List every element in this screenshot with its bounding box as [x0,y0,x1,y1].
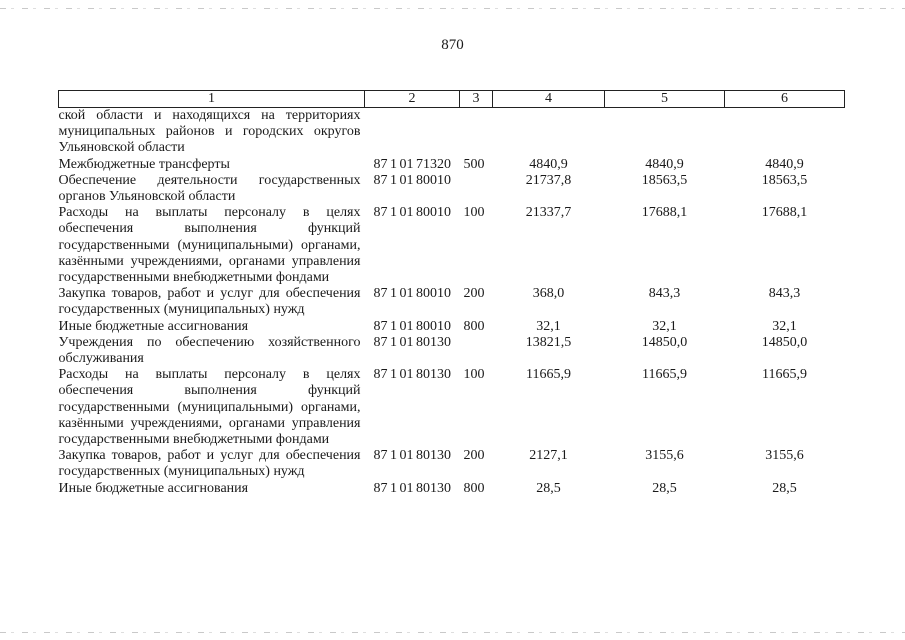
target-article-code: 87 1 01 80010 [373,205,451,221]
amount-col-5: 4840,9 [645,156,684,172]
amount-col-4: 2127,1 [529,448,568,464]
amount-col-4: 32,1 [536,318,561,334]
table-row [59,367,845,448]
expense-name: Межбюджетные трансферты [58,156,230,172]
amount-col-4 [493,108,605,157]
amount-col-4: 13821,5 [525,334,572,350]
expense-name: Учреждения по обеспечению хозяйственного обслуживания [58,334,361,367]
amount-col-6: 843,3 [768,286,801,302]
table-row [59,173,845,205]
amount-col-4: 11665,9 [526,367,571,383]
amount-col-6: 32,1 [772,318,797,334]
table-row [59,335,845,367]
target-article-code: 87 1 01 80010 [373,172,451,188]
amount-col-6 [725,108,845,157]
amount-col-4: 4840,9 [529,156,568,172]
amount-col-6: 14850,0 [761,334,808,350]
column-header-6: 6 [725,91,845,108]
target-article-code: 87 1 01 80010 [373,286,451,302]
amount-col-6: 3155,6 [765,448,804,464]
expense-type-code: 100 [463,205,485,221]
budget-table [58,90,845,497]
amount-col-6: 28,5 [772,480,797,496]
target-article-code [365,108,460,157]
expense-type-code: 500 [463,156,485,172]
amount-col-5: 28,5 [652,480,677,496]
amount-col-5: 18563,5 [641,172,688,188]
expense-type-code: 200 [463,448,485,464]
target-article-code: 87 1 01 80130 [373,367,451,383]
expense-type-code: 100 [463,367,485,383]
amount-col-5: 17688,1 [641,205,688,221]
table-row [59,448,845,480]
expense-name: Обеспечение деятельности государственных органов Ульяновской области [58,172,361,205]
column-header-5: 5 [605,91,725,108]
amount-col-6: 17688,1 [761,205,808,221]
column-header-1: 1 [59,91,365,108]
amount-col-5: 11665,9 [642,367,687,383]
table-header-row [59,91,845,108]
amount-col-6: 18563,5 [761,172,808,188]
amount-col-5 [605,108,725,157]
expense-type-code: 200 [463,286,485,302]
expense-name: Закупка товаров, работ и услуг для обеспечения государственных (муниципальных) нужд [58,286,361,318]
expense-name: Иные бюджетные ассигнования [58,318,249,334]
expense-name: Расходы на выплаты персоналу в целях обеспечения выполнения функций государственными (муниципальными) органами, казёнными учреждениями, органами управления государственными внебюджетными фондами [58,367,361,448]
amount-col-4: 21337,7 [525,205,572,221]
expense-name: Иные бюджетные ассигнования [58,480,249,496]
page-number: 870 [441,37,464,53]
target-article-code: 87 1 01 71320 [373,156,451,172]
scan-artifact-bottom [0,632,905,633]
target-article-code: 87 1 01 80130 [373,480,451,496]
expense-type-code: 800 [463,480,485,496]
amount-col-6: 4840,9 [765,156,804,172]
amount-col-5: 14850,0 [641,334,688,350]
expense-type-code [460,108,493,157]
amount-col-4: 28,5 [536,480,561,496]
table-row [59,157,845,173]
column-header-2: 2 [365,91,460,108]
scan-artifact-top [0,8,905,9]
amount-col-5: 843,3 [648,286,681,302]
expense-type-code: 800 [463,318,485,334]
table-row [59,481,845,497]
table-row [59,108,845,157]
amount-col-4: 368,0 [532,286,565,302]
amount-col-6: 11665,9 [762,367,807,383]
table-row [59,286,845,318]
expense-name: Расходы на выплаты персоналу в целях обеспечения выполнения функций государственными (муниципальными) органами, казёнными учреждениями, органами управления государственными внебюджетными фондами [58,205,361,286]
target-article-code: 87 1 01 80130 [373,334,451,350]
amount-col-5: 3155,6 [645,448,684,464]
target-article-code: 87 1 01 80130 [373,448,451,464]
amount-col-5: 32,1 [652,318,677,334]
target-article-code: 87 1 01 80010 [373,318,451,334]
amount-col-4: 21737,8 [525,172,572,188]
column-header-3: 3 [460,91,493,108]
expense-name: ской области и находящихся на территориях муниципальных районов и городских округов Ульяновской области [58,108,361,156]
expense-name: Закупка товаров, работ и услуг для обеспечения государственных (муниципальных) нужд [58,448,361,480]
expense-type-code [460,335,493,367]
table-row [59,205,845,286]
column-header-4: 4 [493,91,605,108]
expense-type-code [460,173,493,205]
table-row [59,319,845,335]
